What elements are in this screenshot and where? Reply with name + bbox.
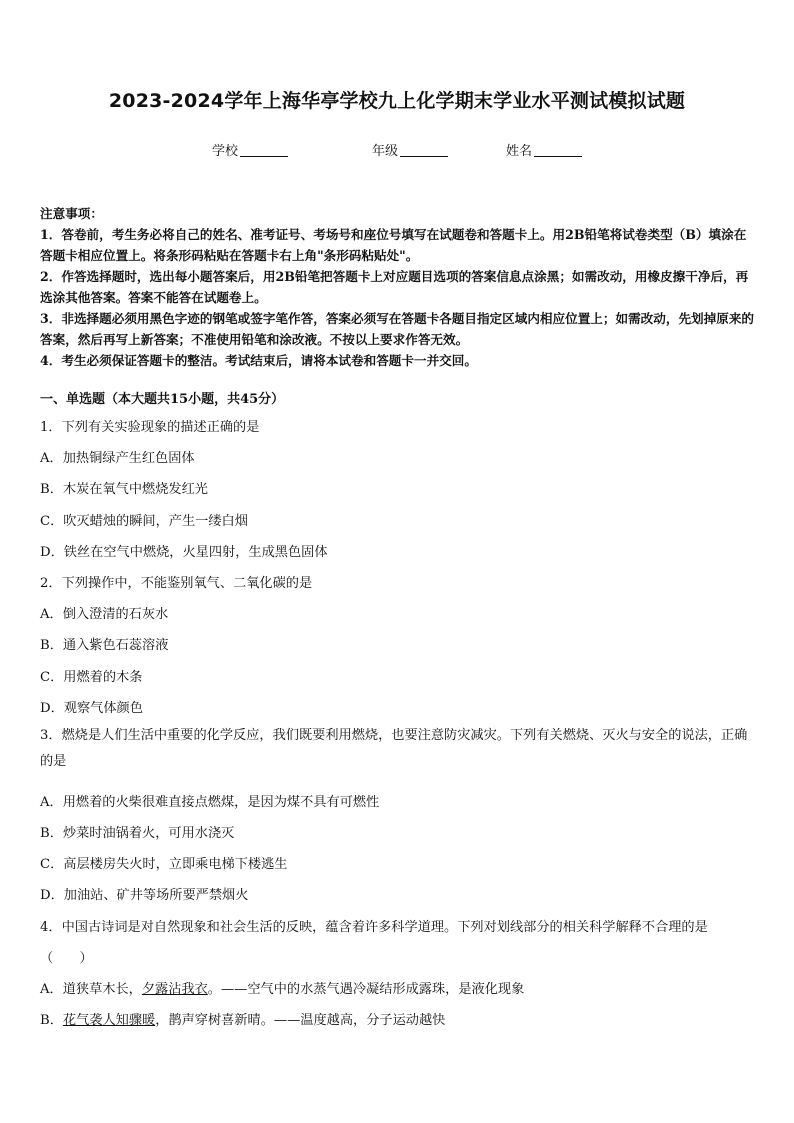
option-b-prefix: B． — [40, 1013, 63, 1028]
option-a — [40, 978, 524, 997]
section-heading: 一、单选题（本大题共15小题，共45分） — [40, 392, 285, 407]
note-item: 1．答卷前，考生务必将自己的姓名、准考证号、考场号和座位号填写在试题卷和答题卡上。用2B铅笔将试卷类型（B）填涂在答题卡相应位置上。将条形码粘贴在答题卡右上角"条形码粘贴处"。 — [40, 227, 747, 263]
option-d: D．铁丝在空气中燃烧，火星四射，生成黑色固体 — [40, 545, 328, 560]
grade-blank[interactable] — [400, 144, 448, 157]
question-stem: 2．下列操作中，不能鉴别氧气、二氧化碳的是 — [40, 576, 313, 591]
note-item: 2．作答选择题时，选出每小题答案后，用2B铅笔把答题卡上对应题目选项的答案信息点涂黑；如需改动，用橡皮擦干净后，再选涂其他答案。答案不能答在试题卷上。 — [40, 269, 749, 305]
option-b: B．通入紫色石蕊溶液 — [40, 638, 169, 653]
option-b: B．炒菜时油锅着火，可用水浇灭 — [40, 826, 235, 841]
note-item: 4．考生必须保证答题卡的整洁。考试结束后，请将本试卷和答题卡一并交回。 — [40, 353, 477, 368]
option-b-explanation: ，鹊声穿树喜新晴。——温度越高，分子运动越快 — [155, 1013, 446, 1028]
option-b-underlined: 花气袭人知骤暖 — [62, 1013, 156, 1028]
question-stem: 3．燃烧是人们生活中重要的化学反应，我们既要利用燃烧，也要注意防灾减灾。下列有关燃烧、灭火与安全的说法，正确的是 — [40, 728, 748, 769]
option-a-prefix: A．道狭草木长， — [40, 982, 142, 997]
name-field[interactable] — [506, 140, 582, 159]
question-stem: 4．中国古诗词是对自然现象和社会生活的反映，蕴含着许多科学道理。下列对划线部分的相关科学解释不合理的是 — [40, 920, 708, 935]
school-field[interactable] — [212, 140, 288, 159]
question-stem: 1．下列有关实验现象的描述正确的是 — [40, 420, 260, 435]
option-c: C．高层楼房失火时，立即乘电梯下楼逃生 — [40, 857, 288, 872]
option-c: C．吹灭蜡烛的瞬间，产生一缕白烟 — [40, 514, 248, 529]
school-label: 学校 — [212, 144, 239, 159]
question-stem-blank: （ ） — [40, 951, 93, 966]
grade-label: 年级 — [372, 144, 399, 159]
name-label: 姓名 — [506, 144, 533, 159]
option-a: A．用燃着的火柴很难直接点燃煤，是因为煤不具有可燃性 — [40, 795, 380, 810]
name-blank[interactable] — [534, 144, 582, 157]
option-a-explanation: 。——空气中的水蒸气遇冷凝结形成露珠，是液化现象 — [207, 982, 525, 997]
note-item: 3．非选择题必须用黑色字迹的钢笔或签字笔作答，答案必须写在答题卡各题目指定区域内相应位置上；如需改动，先划掉原来的答案，然后再写上新答案；不准使用铅笔和涂改液。不按以上要求作答无效。 — [40, 311, 755, 347]
option-a-underlined: 夕露沾我衣 — [141, 982, 208, 997]
school-blank[interactable] — [240, 144, 288, 157]
option-d: D．加油站、矿井等场所要严禁烟火 — [40, 888, 249, 903]
option-b: B．木炭在氧气中燃烧发红光 — [40, 482, 208, 497]
notes-heading: 注意事项： — [40, 206, 103, 221]
option-a: A．加热铜绿产生红色固体 — [40, 451, 195, 466]
grade-field[interactable] — [372, 140, 448, 159]
option-d: D．观察气体颜色 — [40, 701, 143, 716]
option-b — [40, 1009, 445, 1028]
notes-section — [40, 203, 756, 371]
option-a: A．倒入澄清的石灰水 — [40, 607, 169, 622]
option-c: C．用燃着的木条 — [40, 670, 143, 685]
exam-title: 2023-2024学年上海华亭学校九上化学期末学业水平测试模拟试题 — [108, 90, 686, 112]
